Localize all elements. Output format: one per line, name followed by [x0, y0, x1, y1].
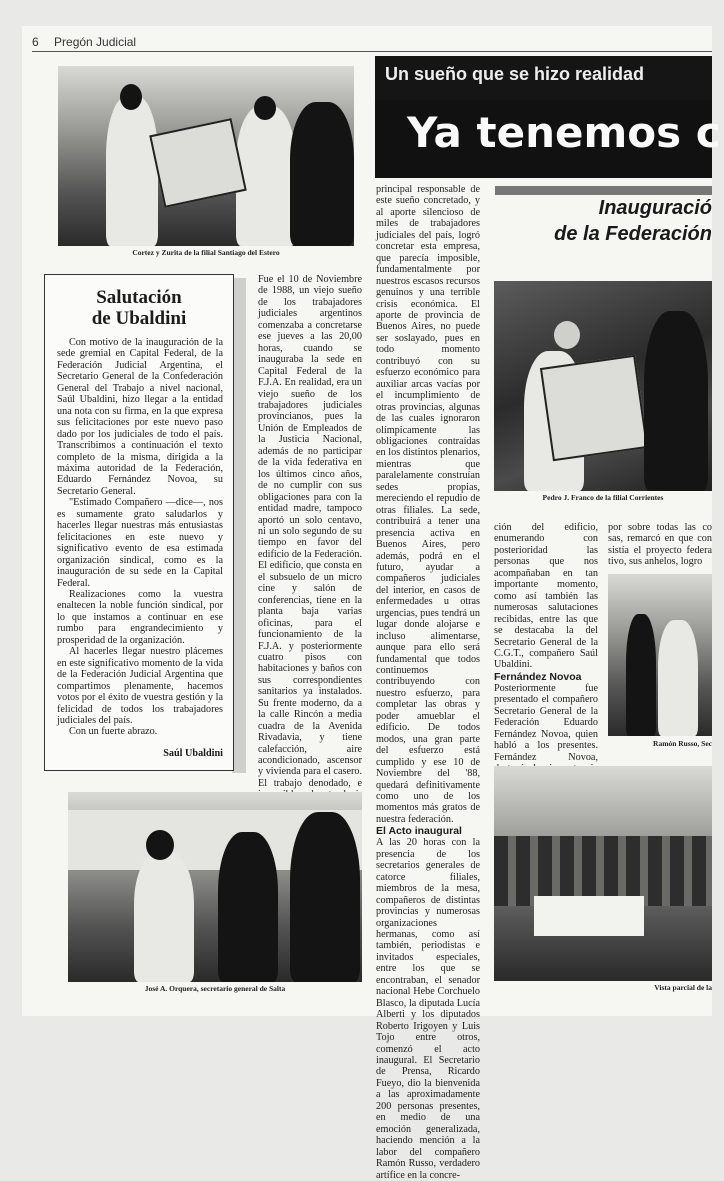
- column-text: por sobre todas las co sas, remarcó en que con sistía el proyecto federa tivo, sus anhelos, logro: [608, 522, 712, 568]
- photo-filial-corrientes: [494, 281, 712, 491]
- caption-photo-4: Vista parcial de la: [654, 983, 712, 992]
- header-rule: [32, 51, 712, 52]
- box-paragraph: Realizaciones como la vuestra enaltecen la noble función sindical, por lo que instamos a continuar en ese rumbo para engrandecimiento y prosperidad de la organización.: [57, 588, 223, 646]
- box-signature: Saúl Ubaldini: [163, 747, 223, 759]
- box-paragraph: "Estimado Compañero —dice—, nos es sumamente grato saludarlos y hacerles llegar nuestras más entusiastas felicitaciones en este nuevo y significativo evento de esa estimada organización sindical, como es la inauguración de su sede en la Capital Federal.: [57, 497, 223, 589]
- box-body: [57, 337, 223, 759]
- section-subhead: El Acto inaugural: [376, 825, 462, 838]
- column-text: ción del edificio, enumerando con posterioridad las personas que nos acompañaban en tan importante momento, como así también las numerosas salutaciones recibidas, entre las que se destacaba la del Secretario General de la C.G.T., compañero Saúl Ubaldini.: [494, 522, 598, 671]
- section-subhead: Fernández Novoa: [494, 670, 582, 683]
- article-column-4: [608, 522, 712, 572]
- page-number: 6: [32, 35, 39, 49]
- article-column-1: [258, 274, 362, 790]
- box-title-line-1: Salutación: [96, 287, 182, 308]
- main-headline: Ya tenemos c: [407, 108, 721, 157]
- caption-photo-2: Pedro J. Franco de la filial Corrientes: [542, 493, 664, 502]
- section-title: Un sueño que se hizo realidad: [385, 64, 645, 84]
- photo-filial-santiago: [58, 66, 354, 246]
- box-title-line-2: de Ubaldini: [91, 308, 187, 329]
- article-column-2: [376, 184, 480, 1181]
- article-column-3: [494, 522, 598, 787]
- photo-orquera: [68, 792, 362, 982]
- column-text: A las 20 horas con la presencia de los secretarios generales de catorce filiales, miembros de la mesa, compañeros de distintas provincias y numerosas organizaciones hermanas, como así también, periodistas e invitados especiales, entre los que se encontraban, el senador nacional Hebe Corchuelo Blasco, la diputada Lucía Alberti y los diputados Roberto Irigoyen y Luis Tojo entre otros, comenzó el acto inaugural. El Secretario de Prensa, Ricardo Fueyo, dio la bienvenida a las aproximadamente 200 personas presentes, en medio de una emoción generalizada, haciendo mención a la labor del compañero Ramón Russo, verdadero artífice en la concre-: [376, 837, 480, 1181]
- column-text: principal responsable de este sueño concretado, y al aporte silencioso de miles de trabajadores judiciales del país, logró concretar esta empresa, que parecía imposible, fundamentalmente por nuestros escasos recursos genuinos y una terrible crisis económica. El aporte de provincia de Buenos Aires, no puede ser soslayado, pues en todo momento contribuyó con su esfuerzo económico para auxiliar arcas vacías por el incumplimiento de otras provincias, algunas de las cuales ignoraron olímpicamente las obligaciones contraídas en los distintos plenarios, mientras que paralelamente construían sedes propias, mereciendo el repudio de otras filiales. La sede, contribuirá a tener una presencia activa en Buenos Aires, pero además, podrá en el futuro, ayudar a compañeros judiciales del interior, en casos de enfermedades u otras urgencias, pues tendrá un lugar donde alojarse e incluso alimentarse, aunque para ello será fundamental que todos continuemos contribuyendo con nuestro esfuerzo, para completar las obras y poder amueblar el edificio. De todos modos, una gran parte del esfuerzo está cumplido y ese 10 de Noviembre del '88, quedará definitivamente como uno de los momentos más gratos de nuestra federación.: [376, 184, 480, 825]
- caption-photo-1: Cortez y Zurita de la filial Santiago del Estero: [132, 248, 280, 257]
- box-shadow: [232, 278, 246, 773]
- photo-ramon-russo: [608, 574, 712, 736]
- box-paragraph: Con un fuerte abrazo.: [69, 726, 158, 738]
- headline-banner: [375, 100, 721, 178]
- column-text: Posteriormente fue presentado el compañero Secretario General de la Federación Eduardo Fernández Novoa, quien habló a los presentes. Fernández Novoa,: [494, 682, 598, 763]
- subheadline: [495, 186, 712, 277]
- box-paragraph: Al hacerles llegar nuestro plácemes en este significativo momento de la vida de la Federación Judicial Argentina que compartimos plenamente, hacemos votos por el éxito de vuestra gestión y la felicidad de todos los trabajadores judiciales del país.: [57, 646, 223, 726]
- box-paragraph: Con motivo de la inauguración de la sede gremial en Capital Federal, de la Federación Judicial Argentina, el Secretario General de la Confederación General del Trabajo a nivel nacional, Saúl Ubaldini, hizo llegar a la entidad una nota con su firma, en la que expresa sus felicitaciones por este nuevo paso dado por los judiciales de todo el país. Transcribimos a continuación el texto completo de la misma, dirigida a la máxima autoridad de la Federación, Eduardo Fernández Novoa, su Secretario General.: [57, 337, 223, 497]
- ubaldini-article-box: [44, 274, 234, 771]
- publication-name: Pregón Judicial: [54, 35, 137, 49]
- photo-vista-parcial: [494, 766, 712, 981]
- newspaper-page: [22, 26, 721, 1181]
- caption-photo-3: Ramón Russo, Sec: [653, 739, 712, 748]
- section-banner: [375, 56, 712, 100]
- page-header: [32, 35, 136, 49]
- column-text: Fue el 10 de Noviembre de 1988, un viejo sueño de los trabajadores judiciales argentinos comenzaba a concretarse ese jueves a las 20,00 horas, cuando se inauguraba la sede en Capital Federal de la F.J.A. En realidad, era un viejo sueño de los trabajadores judiciales provincianos, pues la Unión de Empleados de la Justicia Nacional, además de no participar de la vida federativa en los últimos cinco años, de no cumplir con sus obligaciones para con la entidad madre, tampoco aportó un solo centavo, ni un solo segundo de su tiempo en favor del edificio de la Federación. El edificio, que consta en el subsuelo de un micro cine y salón de conferencias, tiene en la planta baja varias oficinas, para el funcionamiento de la F.J.A. y posteriormente cuatro pisos con habitaciones y baños con sus correspondientes sanitarios ya instalados. Su frente moderno, da a la calle Rincón a media cuadra de la Avenida Rivadavia, y tiene calefacción, aire acondicionado, ascensor y vivienda para el casero. El trabajo denodado, e: [258, 274, 362, 789]
- subheadline-line-2: de la Federación: [554, 223, 712, 245]
- subheadline-line-1: Inauguració: [598, 197, 712, 219]
- caption-photo-5: José A. Orquera, secretario general de Salta: [144, 984, 286, 993]
